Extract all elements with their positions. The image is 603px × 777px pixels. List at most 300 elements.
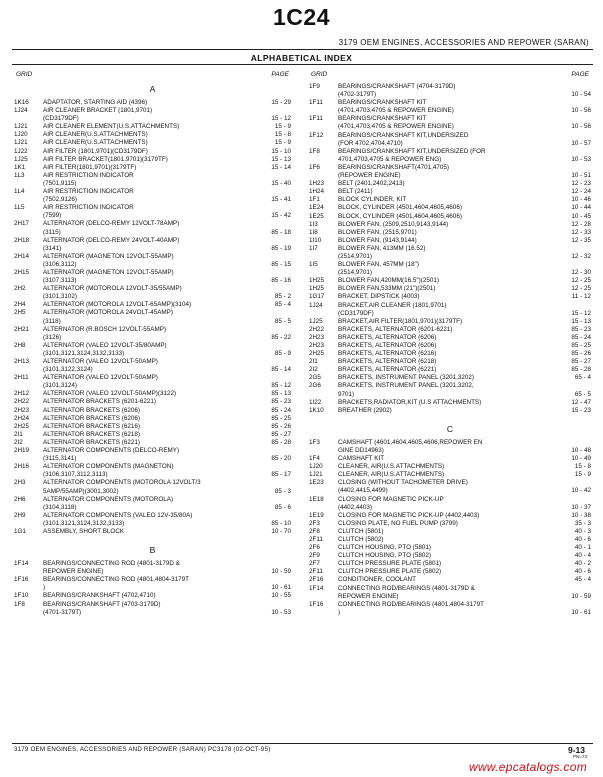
entry-page: 10 - 54 bbox=[571, 91, 591, 99]
entry-grid: 1H25 bbox=[309, 285, 325, 293]
entry-grid: 2H17 bbox=[14, 220, 30, 228]
entry-grid: 1K16 bbox=[14, 99, 29, 106]
entry-page: 85 - 6 bbox=[274, 503, 291, 511]
watermark-link[interactable]: www.epcatalogs.com bbox=[468, 760, 587, 774]
index-entry[interactable] bbox=[14, 164, 291, 172]
entry-page: 15 - 41 bbox=[271, 196, 291, 204]
entry-description: BEARINGS/CRANKSHAFT(4701,4705) (REPOWER ENGINE) bbox=[338, 163, 449, 180]
page-marker: PN=73 bbox=[573, 754, 587, 759]
entry-grid: 1J21 bbox=[309, 471, 323, 479]
index-entry[interactable] bbox=[14, 512, 291, 528]
entry-grid: 2I2 bbox=[309, 366, 318, 374]
entry-grid: 2H3 bbox=[14, 479, 26, 487]
entry-grid: 2H24 bbox=[14, 414, 30, 422]
entry-description: CAMSHAFT (4601,4604,4605,4606,REPOWER EN GINE DD14963) bbox=[338, 438, 483, 454]
entry-description: ALTERNATOR (DELCO-REMY 12VOLT-78AMP) (3115) bbox=[43, 220, 180, 236]
entry-page: 15 - 12 bbox=[271, 115, 291, 123]
entry-description: BRACKETS, ALTERNATOR (6218) bbox=[338, 358, 437, 366]
entry-page: 12 - 28 bbox=[571, 220, 591, 228]
entry-grid: 1F4 bbox=[309, 455, 320, 463]
index-entry[interactable] bbox=[309, 213, 591, 221]
entry-grid: 2H25 bbox=[309, 350, 325, 358]
entry-description: AIR RESTRICTION INDICATOR (7599) bbox=[43, 204, 134, 220]
index-entry[interactable] bbox=[14, 309, 291, 325]
entry-page: 10 - 56 bbox=[571, 123, 591, 131]
entry-grid: 2H6 bbox=[14, 495, 26, 503]
entry-page: 35 - 3 bbox=[574, 519, 591, 527]
entry-grid: 2H22 bbox=[309, 325, 325, 333]
index-entry[interactable] bbox=[14, 463, 291, 479]
entry-page: 15 - 42 bbox=[271, 212, 291, 220]
index-entry[interactable] bbox=[309, 285, 591, 293]
entry-grid: 2I2 bbox=[14, 438, 23, 446]
entry-grid: 2H18 bbox=[14, 236, 30, 244]
index-list-left bbox=[14, 84, 291, 617]
entry-description: BELT (2411) bbox=[338, 188, 373, 196]
entry-description: ALTERNATOR BRACKETS (6216) bbox=[43, 422, 140, 430]
entry-grid: 1I10 bbox=[309, 236, 322, 244]
entry-description: ALTERNATOR COMPONENTS (DELCO-REMY) (3115,3141) bbox=[43, 447, 180, 463]
entry-grid: 1I22 bbox=[309, 398, 322, 406]
entry-page: 10 - 44 bbox=[571, 204, 591, 212]
entry-description: CLUTCH (5802) bbox=[338, 535, 384, 543]
index-entry[interactable] bbox=[309, 164, 591, 180]
entry-page: 85 - 24 bbox=[571, 333, 591, 341]
index-column-left bbox=[14, 71, 291, 617]
index-entry[interactable] bbox=[309, 83, 591, 99]
entry-grid: 1E19 bbox=[309, 511, 324, 519]
entry-grid: 1G1 bbox=[14, 527, 26, 535]
index-entry[interactable] bbox=[309, 528, 591, 536]
entry-grid: 1F1 bbox=[309, 196, 320, 204]
index-entry[interactable] bbox=[309, 382, 591, 398]
index-entry[interactable] bbox=[309, 544, 591, 552]
index-entry[interactable] bbox=[14, 342, 291, 358]
page-column-label: PAGE bbox=[271, 71, 289, 78]
entry-grid: 1F3 bbox=[309, 438, 320, 446]
entry-page: 85 - 25 bbox=[571, 342, 591, 349]
entry-page: 85 - 22 bbox=[271, 333, 291, 341]
entry-grid: 1J21 bbox=[14, 123, 28, 131]
entry-description: BREATHER (2902) bbox=[338, 406, 392, 414]
entry-page: 85 - 2 bbox=[274, 293, 291, 301]
entry-description: BEARINGS/CRANKSHAFT KIT (4701,4703,4705 & REPOWER ENGINE) bbox=[338, 115, 454, 131]
entry-grid: 1F10 bbox=[14, 592, 29, 600]
entry-description: BRACKET,AIR CLEANER (1801,9701) (CD3179DF) bbox=[338, 301, 447, 317]
header-rule bbox=[12, 49, 593, 50]
entry-description: CLOSING FOR MAGNETIC PICK-UP (4402,4403) bbox=[338, 495, 444, 511]
entry-grid: 2F11 bbox=[309, 535, 323, 543]
entry-grid: 2I1 bbox=[14, 430, 23, 438]
index-entry[interactable] bbox=[309, 229, 591, 237]
entry-grid: 2F3 bbox=[309, 519, 320, 527]
entry-grid: 1L5 bbox=[14, 204, 25, 212]
entry-grid: 1L3 bbox=[14, 171, 25, 179]
entry-description: ALTERNATOR (VALEO 12VOLT-50AMP)(3122) bbox=[43, 390, 177, 398]
entry-page: 40 - 6 bbox=[574, 535, 591, 543]
entry-grid: 1J22 bbox=[14, 147, 28, 155]
entry-page: 85 - 10 bbox=[271, 519, 291, 527]
entry-description: CONNECTING ROD/BEARINGS (4801,4804-3179T ) bbox=[338, 600, 484, 616]
index-entry[interactable] bbox=[14, 188, 291, 204]
entry-grid: 2H21 bbox=[14, 325, 30, 333]
entry-grid: 1F8 bbox=[14, 600, 25, 608]
index-entry[interactable] bbox=[309, 115, 591, 131]
section-letter: B bbox=[149, 545, 156, 556]
entry-description: BLOWER FAN, 413MM (16.52) (2514,9701) bbox=[338, 244, 426, 260]
entry-grid: 1J21 bbox=[14, 139, 28, 147]
entry-description: ADAPTATOR, STARTING AID (4396) bbox=[43, 99, 148, 106]
index-entry[interactable] bbox=[14, 204, 291, 220]
entry-grid: 1I8 bbox=[309, 228, 318, 236]
entry-grid: 2H23 bbox=[14, 406, 30, 414]
entry-description: CLUTCH HOUSING, PTO (5802) bbox=[338, 552, 431, 560]
index-entry[interactable] bbox=[309, 496, 591, 512]
grid-column-label: GRID bbox=[16, 71, 33, 78]
entry-grid: 1F12 bbox=[309, 131, 324, 139]
index-entry[interactable] bbox=[309, 439, 591, 455]
entry-description: BLOWER FAN,420MM(16.5")(2501) bbox=[338, 277, 439, 285]
entry-description: BEARINGS/CRANKSHAFT KIT (4701,4703,4705 & REPOWER ENGINE) bbox=[338, 99, 454, 115]
entry-page: 10 - 38 bbox=[571, 511, 591, 519]
entry-description: BRACKETS, ALTERNATOR (6206) bbox=[338, 333, 437, 341]
page-number: 9-13 bbox=[567, 745, 585, 755]
index-entry[interactable] bbox=[309, 479, 591, 495]
entry-page: 45 - 4 bbox=[574, 576, 591, 584]
index-entry[interactable] bbox=[309, 342, 591, 350]
entry-page: 11 - 12 bbox=[571, 293, 591, 301]
entry-page: 40 - 4 bbox=[574, 552, 591, 560]
entry-description: CLEANER, AIR(U.S.ATTACHMENTS) bbox=[338, 463, 445, 471]
entry-description: BRACKETS, ALTERNATOR (6221) bbox=[338, 366, 437, 374]
page-title: ALPHABETICAL INDEX bbox=[250, 53, 353, 63]
entry-page: 12 - 30 bbox=[571, 269, 591, 277]
entry-description: ALTERNATOR COMPONENTS (VALEO 12V-35/80A) (3101,3121,3124,3132,3133) bbox=[43, 511, 193, 527]
index-entry[interactable] bbox=[309, 399, 591, 407]
entry-page: 85 - 4 bbox=[274, 301, 291, 309]
entry-grid: 1G17 bbox=[309, 293, 325, 301]
entry-page: 12 - 25 bbox=[571, 277, 591, 285]
entry-grid: 1H23 bbox=[309, 180, 325, 188]
entry-page: 10 - 61 bbox=[271, 584, 291, 592]
index-entry[interactable] bbox=[309, 552, 591, 560]
entry-grid: 1E23 bbox=[309, 479, 324, 487]
index-entry[interactable] bbox=[14, 148, 291, 156]
entry-description: ALTERNATOR BRACKETS (6201-6221) bbox=[43, 398, 157, 406]
index-entry[interactable] bbox=[14, 415, 291, 423]
index-entry[interactable] bbox=[309, 99, 591, 115]
entry-page: 12 - 25 bbox=[571, 285, 591, 293]
entry-page: 10 - 59 bbox=[571, 592, 591, 600]
index-entry[interactable] bbox=[14, 592, 291, 600]
index-entry[interactable] bbox=[14, 131, 291, 139]
entry-description: ALTERNATOR COMPONENTS (MOTOROLA) (3104,3118) bbox=[43, 495, 174, 511]
entry-description: BLOWER FAN, (2515,9701) bbox=[338, 228, 417, 236]
index-entry[interactable] bbox=[14, 447, 291, 463]
index-entry[interactable] bbox=[14, 439, 291, 447]
index-entry[interactable] bbox=[309, 237, 591, 245]
entry-page: 10 - 70 bbox=[271, 527, 291, 535]
entry-grid: 2H25 bbox=[14, 422, 30, 430]
entry-description: ALTERNATOR BRACKETS (6218) bbox=[43, 430, 140, 438]
entry-page: 85 - 23 bbox=[271, 398, 291, 406]
index-entry[interactable] bbox=[14, 253, 291, 269]
index-entry[interactable] bbox=[14, 431, 291, 439]
entry-grid: 2H19 bbox=[14, 447, 30, 455]
entry-page: 65 - 4 bbox=[574, 374, 591, 382]
entry-page: 10 - 37 bbox=[571, 503, 591, 511]
entry-grid: 2H23 bbox=[309, 342, 325, 349]
index-entry[interactable] bbox=[309, 277, 591, 285]
index-entry[interactable] bbox=[14, 139, 291, 147]
entry-page: 15 - 10 bbox=[271, 147, 291, 155]
index-entry[interactable] bbox=[14, 496, 291, 512]
index-entry[interactable] bbox=[309, 358, 591, 366]
entry-description: BEARINGS/CRANKSHAFT KIT,UNDERSIZED (FOR 4701,4703,4705 & REPOWER ENG) bbox=[338, 147, 486, 163]
index-entry[interactable] bbox=[309, 196, 591, 204]
entry-grid: 2H22 bbox=[14, 398, 30, 406]
index-entry[interactable] bbox=[309, 302, 591, 318]
entry-page: 15 - 13 bbox=[271, 155, 291, 163]
title-rule bbox=[12, 64, 593, 65]
index-entry[interactable] bbox=[309, 204, 591, 212]
entry-grid: 2I1 bbox=[309, 358, 318, 366]
index-entry[interactable] bbox=[309, 463, 591, 471]
index-entry[interactable] bbox=[309, 520, 591, 528]
entry-grid: 1I5 bbox=[309, 261, 318, 269]
index-entry[interactable] bbox=[309, 245, 591, 261]
index-entry[interactable] bbox=[309, 568, 591, 576]
page-column-label: PAGE bbox=[571, 71, 589, 78]
index-entry[interactable] bbox=[14, 358, 291, 374]
entry-grid: 1K1 bbox=[14, 163, 26, 171]
entry-grid: 1F6 bbox=[309, 163, 320, 171]
entry-description: AIR FILTER BRACKET(1801,9701)(3179TF) bbox=[43, 155, 168, 163]
entry-page: 15 - 9 bbox=[274, 123, 291, 131]
entry-grid: 2H15 bbox=[14, 268, 30, 276]
entry-description: BRACKET,AIR FILTER(1801,9701)(3179TF) bbox=[338, 317, 463, 325]
entry-description: ALTERNATOR (MOTOROLA 12VOLT-65AMP)(3104) bbox=[43, 301, 192, 309]
index-entry[interactable] bbox=[14, 107, 291, 123]
index-entry[interactable] bbox=[14, 156, 291, 164]
index-entry[interactable] bbox=[14, 374, 291, 390]
entry-description: ALTERNATOR (MAGNETON 12VOLT-55AMP) (3107,3113) bbox=[43, 268, 174, 285]
index-entry[interactable] bbox=[309, 560, 591, 568]
entry-page: 10 - 42 bbox=[571, 487, 591, 495]
entry-grid: 1J20 bbox=[14, 131, 28, 139]
entry-page: 10 - 49 bbox=[571, 455, 591, 463]
entry-description: ALTERNATOR (VALEO 12VOLT-50AMP) (3101,3124) bbox=[43, 374, 158, 390]
entry-grid: 2H14 bbox=[14, 252, 30, 260]
entry-description: BEARINGS/CRANKSHAFT (4702,4710) bbox=[43, 592, 156, 600]
index-entry[interactable] bbox=[14, 479, 291, 495]
index-entry[interactable] bbox=[309, 576, 591, 584]
entry-page: 85 - 25 bbox=[271, 414, 291, 422]
entry-description: ALTERNATOR COMPONENTS (MAGNETON) (3106,3107,3112,3113) bbox=[43, 463, 174, 479]
index-entry[interactable] bbox=[309, 601, 591, 617]
entry-description: BLOCK CYLINDER, KIT bbox=[338, 196, 407, 204]
entry-page: 40 - 6 bbox=[574, 568, 591, 576]
entry-page: 12 - 23 bbox=[571, 180, 591, 188]
index-entry[interactable] bbox=[14, 390, 291, 398]
entry-grid: 1K10 bbox=[309, 406, 324, 414]
entry-description: CAMSHAFT KIT bbox=[338, 455, 385, 463]
entry-grid: 1J24 bbox=[14, 107, 28, 115]
index-entry[interactable] bbox=[309, 148, 591, 164]
entry-grid: 2F8 bbox=[309, 527, 320, 535]
index-entry[interactable] bbox=[309, 366, 591, 374]
entry-page: 15 - 9 bbox=[574, 471, 591, 479]
entry-description: ALTERNATOR BRACKETS (6206) bbox=[43, 414, 140, 422]
index-list-right bbox=[309, 83, 591, 617]
entry-grid: 2H9 bbox=[14, 511, 26, 519]
entry-description: BLOCK, CYLINDER (4501,4604,4605,4606) bbox=[338, 204, 462, 212]
index-entry[interactable] bbox=[14, 269, 291, 285]
index-entry[interactable] bbox=[309, 293, 591, 301]
index-entry[interactable] bbox=[309, 585, 591, 601]
entry-page: 10 - 56 bbox=[571, 107, 591, 115]
index-entry[interactable] bbox=[309, 471, 591, 479]
index-entry[interactable] bbox=[14, 576, 291, 592]
index-entry[interactable] bbox=[14, 285, 291, 301]
entry-page: 40 - 2 bbox=[574, 560, 591, 568]
entry-grid: 1F14 bbox=[309, 584, 324, 592]
entry-page: 10 - 45 bbox=[571, 212, 591, 220]
footer-catalog-info: 3179 OEM ENGINES, ACCESSORIES AND REPOWER (SARAN) PC3178 (02-OCT-95) bbox=[14, 746, 271, 753]
entry-page: 15 - 13 bbox=[571, 317, 591, 325]
entry-description: BLOWER FAN, (2509,2510,9143,9144) bbox=[338, 220, 449, 228]
index-entry[interactable] bbox=[14, 301, 291, 309]
entry-page: 15 - 8 bbox=[574, 463, 591, 471]
entry-description: BEARINGS/CRANKSHAFT (4704-3179D) (4702-3179T) bbox=[338, 83, 456, 99]
entry-page: 12 - 35 bbox=[571, 236, 591, 244]
entry-grid: 1E25 bbox=[309, 212, 324, 220]
entry-page: 40 - 3 bbox=[574, 527, 591, 535]
index-entry[interactable] bbox=[309, 334, 591, 342]
entry-description: BRACKETS, INSTRUMENT PANEL (3201,3202, 9701) bbox=[338, 382, 474, 398]
index-entry[interactable] bbox=[14, 560, 291, 576]
entry-description: AIR FILTER (1801,9701)(CD3179DF) bbox=[43, 147, 148, 155]
entry-page: 15 - 9 bbox=[274, 139, 291, 147]
index-entry[interactable] bbox=[14, 220, 291, 236]
entry-page: 85 - 3 bbox=[274, 487, 291, 495]
entry-grid: 1L4 bbox=[14, 188, 25, 196]
index-entry[interactable] bbox=[309, 407, 591, 415]
entry-page: 85 - 13 bbox=[271, 390, 291, 398]
section-letter: C bbox=[446, 423, 454, 434]
entry-grid: 2F16 bbox=[309, 576, 324, 584]
entry-grid: 2H8 bbox=[14, 341, 26, 349]
entry-description: BLOWER FAN, (9143,9144) bbox=[338, 236, 417, 244]
column-header bbox=[14, 71, 291, 83]
entry-page: 12 - 47 bbox=[571, 398, 591, 406]
entry-description: BRACKETS,RADIATOR,KIT (U.S ATTACHMENTS) bbox=[338, 398, 482, 406]
entry-description: ALTERNATOR (R.BOSCH 12VOLT-55AMP) (3126) bbox=[43, 325, 167, 341]
entry-description: BRACKETS, INSTRUMENT PANEL (3201,3202) bbox=[338, 374, 475, 382]
entry-page: 85 - 20 bbox=[271, 455, 291, 463]
index-entry[interactable] bbox=[14, 407, 291, 415]
index-entry[interactable] bbox=[309, 350, 591, 358]
entry-description: BEARINGS/CONNECTING ROD (4801-3179D & REPOWER ENGINE) bbox=[43, 560, 180, 576]
entry-description: BRACKET, DIPSTICK (4003) bbox=[338, 293, 420, 301]
entry-page: 85 - 17 bbox=[271, 471, 291, 479]
index-entry[interactable] bbox=[309, 318, 591, 326]
entry-page: 12 - 33 bbox=[571, 228, 591, 236]
entry-page: 85 - 23 bbox=[571, 325, 591, 333]
entry-page: 12 - 32 bbox=[571, 252, 591, 260]
entry-description: BEARINGS/CRANKSHAFT (4703-3179D) (4701-3179T) bbox=[43, 600, 161, 616]
entry-grid: 2F7 bbox=[309, 560, 320, 568]
entry-page: 10 - 53 bbox=[571, 155, 591, 163]
entry-page: 10 - 59 bbox=[271, 568, 291, 576]
entry-description: BLOWER FAN,533MM (21")(2501) bbox=[338, 285, 436, 293]
entry-page: 85 - 5 bbox=[274, 317, 291, 325]
entry-page: 10 - 61 bbox=[571, 608, 591, 616]
index-entry[interactable] bbox=[309, 455, 591, 463]
entry-grid: 1I7 bbox=[309, 244, 318, 252]
entry-grid: 2H16 bbox=[14, 463, 30, 471]
entry-description: BEARINGS/CRANKSHAFT KIT,UNDERSIZED (FOR 4702,4704,4710) bbox=[338, 131, 469, 147]
entry-grid: 2F11 bbox=[309, 568, 323, 576]
entry-description: BLOWER FAN, 457MM (18") (2514,9701) bbox=[338, 261, 419, 277]
entry-description: BRACKETS, ALTERNATOR (6216) bbox=[338, 350, 437, 358]
index-entry[interactable] bbox=[309, 180, 591, 188]
index-entry[interactable] bbox=[309, 261, 591, 277]
index-entry[interactable] bbox=[309, 536, 591, 544]
index-entry[interactable] bbox=[309, 132, 591, 148]
index-entry[interactable] bbox=[14, 398, 291, 406]
index-entry[interactable] bbox=[14, 123, 291, 131]
entry-page: 85 - 26 bbox=[271, 422, 291, 430]
entry-description: CLOSING (WITHOUT TACHOMETER DRIVE) (4402,4415,4499) bbox=[338, 479, 468, 495]
entry-description: BRACKETS, ALTERNATOR (6201-6221) bbox=[338, 325, 453, 333]
entry-page: 65 - 5 bbox=[574, 390, 591, 398]
entry-grid: 2H5 bbox=[14, 309, 26, 317]
entry-description: CLOSING PLATE, NO FUEL PUMP (3799) bbox=[338, 519, 458, 527]
entry-page: 15 - 29 bbox=[271, 99, 291, 106]
entry-page: 15 - 14 bbox=[271, 163, 291, 171]
index-entry[interactable] bbox=[309, 188, 591, 196]
index-entry[interactable] bbox=[14, 423, 291, 431]
entry-grid: 1F11 bbox=[309, 115, 323, 123]
index-entry[interactable] bbox=[309, 512, 591, 520]
index-entry[interactable] bbox=[309, 326, 591, 334]
entry-page: 40 - 1 bbox=[574, 544, 591, 552]
index-entry[interactable] bbox=[14, 601, 291, 617]
entry-description: CONNECTING ROD/BEARINGS (4801-3179D & REPOWER ENGINE) bbox=[338, 584, 475, 600]
entry-grid: 1F16 bbox=[14, 576, 29, 584]
index-entry[interactable] bbox=[309, 221, 591, 229]
index-entry[interactable] bbox=[14, 237, 291, 253]
entry-page: 15 - 8 bbox=[274, 131, 291, 139]
entry-page: 15 - 12 bbox=[571, 309, 591, 317]
entry-page: 15 - 23 bbox=[571, 406, 591, 414]
entry-page: 15 - 40 bbox=[271, 179, 291, 187]
index-entry[interactable] bbox=[14, 528, 291, 536]
entry-description: CLUTCH PRESSURE PLATE (5802) bbox=[338, 568, 442, 576]
index-entry[interactable] bbox=[14, 172, 291, 188]
entry-description: CLOSING FOR MAGNETIC PICK-UP (4402,4403) bbox=[338, 511, 480, 519]
entry-description: ALTERNATOR (DELCO-REMY 24VOLT-40AMP) (3141) bbox=[43, 236, 180, 252]
index-entry[interactable] bbox=[14, 99, 291, 107]
entry-grid: 1H24 bbox=[309, 188, 325, 196]
entry-page: 10 - 53 bbox=[271, 608, 291, 616]
entry-grid: 1E24 bbox=[309, 204, 324, 212]
index-entry[interactable] bbox=[14, 326, 291, 342]
index-entry[interactable] bbox=[309, 374, 591, 382]
index-column-right bbox=[309, 71, 591, 617]
entry-description: AIR RESTRICTION INDICATOR (7501,9115) bbox=[43, 171, 134, 187]
